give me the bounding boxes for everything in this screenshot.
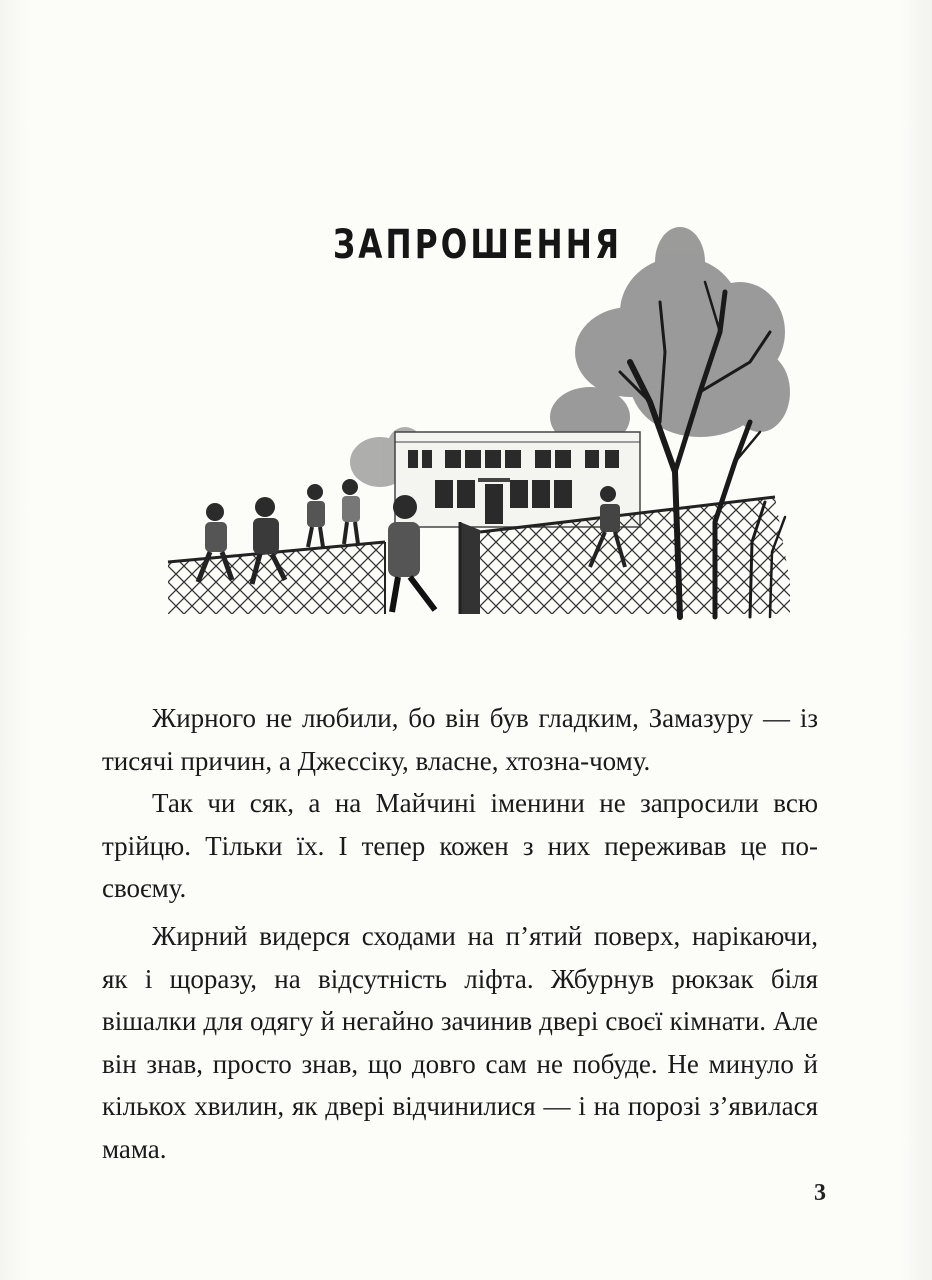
paragraph: Жирного не любили, бо він був гладким, Замазуру — із тисячі причин, а Джессіку, власне, хтозна-чому. [102,703,818,776]
child-4 [342,479,360,544]
text-block-1 [102,697,818,910]
paragraph: Жирний видерся сходами на п’ятий поверх, нарікаючи, як і щоразу, на відсутність ліфта. Жбурнув рюкзак біля вішалки для одягу й негайно зачинив двері своєї кімнати. Але він знав, просто знав, що довго сам не побуде. Не минуло й кількох хвилин, як двері відчинилися — і на порозі з’явилася мама. [102,921,818,1164]
paragraph: Так чи сяк, а на Майчині іменини не запросили всю трійцю. Тільки їх. І тепер кожен з них переживав це по-своєму. [102,788,818,903]
child-3 [307,484,325,547]
text-block-2 [102,915,818,1170]
school-yard-illustration [160,222,800,622]
chapter-title: ЗАПРОШЕННЯ [333,222,623,268]
tree-foliage [550,227,790,447]
page-number: 3 [814,1180,826,1206]
